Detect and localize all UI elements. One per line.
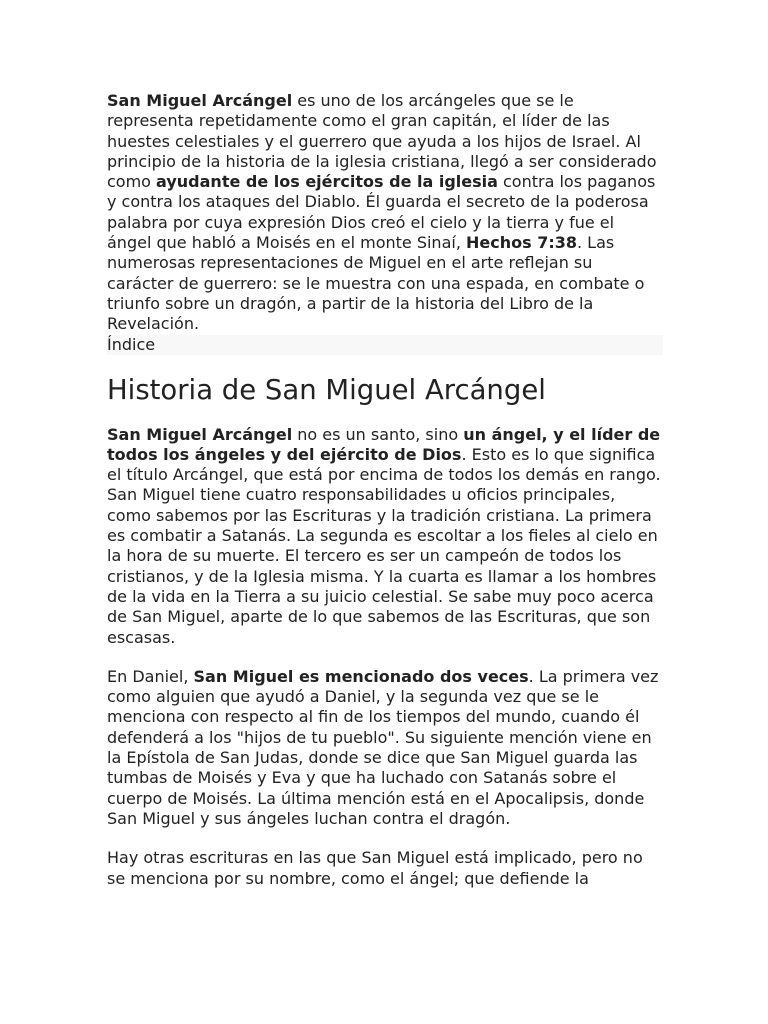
p2-bold-1: San Miguel es mencionado dos veces [193, 666, 529, 686]
index-toggle[interactable]: Índice [107, 335, 663, 355]
section-paragraph-1 [107, 425, 663, 648]
intro-text-1: es uno de los arcángeles que se le representa repetidamente como el gran capitán, el líder de las huestes celestiales y el guerrero que ayuda a los hijos de Israel. Al principio de la historia de la iglesia cristiana, llegó a ser considerado como [107, 91, 657, 192]
intro-name: San Miguel Arcángel [107, 91, 293, 110]
p1-bold-2: un ángel, y el líder de todos los ángeles y del ejército de Dios [107, 424, 661, 464]
p2-text-2: . La primera vez como alguien que ayudó a Daniel, y la segunda vez que se le menciona con respecto al fin de los tiempos del mundo, cuando él defenderá a los "hijos de tu pueblo". Su siguiente mención viene en la Epístola de San Judas, donde se dice que San Miguel guarda las tumbas de Moisés y Eva y que ha luchado con Satanás sobre el cuerpo de Moisés. La última mención está en el Apocalipsis, donde San Miguel y sus ángeles luchan contra el dragón. [107, 666, 659, 828]
section-title: Historia de San Miguel Arcángel [107, 373, 546, 406]
p1-text-2: . Esto es lo que significa el título Arcángel, que está por encima de todos los demás en rango. San Miguel tiene cuatro responsabilidades u oficios principales, como sabemos por las Escrituras y la tradición cristiana. La primera es combatir a Satanás. La segunda es escoltar a los fieles al cielo en la hora de su muerte. El tercero es ser un campeón de todos los cristianos, y de la Iglesia misma. Y la cuarta es llamar a los hombres de la vida en la Tierra a su juicio celestial. Se sabe muy poco acerca de San Miguel, aparte de lo que sabemos de las Escrituras, que son escasas. [107, 444, 661, 647]
intro-paragraph [107, 91, 663, 335]
intro-bold-1: ayudante de los ejércitos de la iglesia [156, 172, 498, 192]
intro-bold-2: Hechos 7:38 [465, 233, 577, 253]
paragraph-gap [107, 829, 663, 848]
section-paragraph-3 [107, 848, 663, 889]
p2-text-1: En Daniel, [107, 666, 194, 686]
intro-text-2: contra los paganos y contra los ataques del Diablo. Él guarda el secreto de la poderosa palabra por cuya expresión Dios creó el cielo y la tierra y fue el ángel que habló a Moisés en el monte Sinaí, [107, 172, 656, 253]
document-page [107, 91, 663, 889]
p1-bold-1: San Miguel Arcángel [107, 424, 293, 444]
intro-text-3: . Las numerosas representaciones de Miguel en el arte reflejan su carácter de guerrero: se le muestra con una espada, en combate o triunfo sobre un dragón, a partir de la historia del Libro de la Revelación. [107, 233, 645, 334]
paragraph-gap [107, 648, 663, 667]
p1-text-1: no es un santo, sino [292, 424, 464, 444]
p3-text-1: Hay otras escrituras en las que San Miguel está implicado, pero no se menciona por su nombre, como el ángel; que defiende la [107, 848, 643, 888]
section-paragraph-2 [107, 667, 663, 829]
